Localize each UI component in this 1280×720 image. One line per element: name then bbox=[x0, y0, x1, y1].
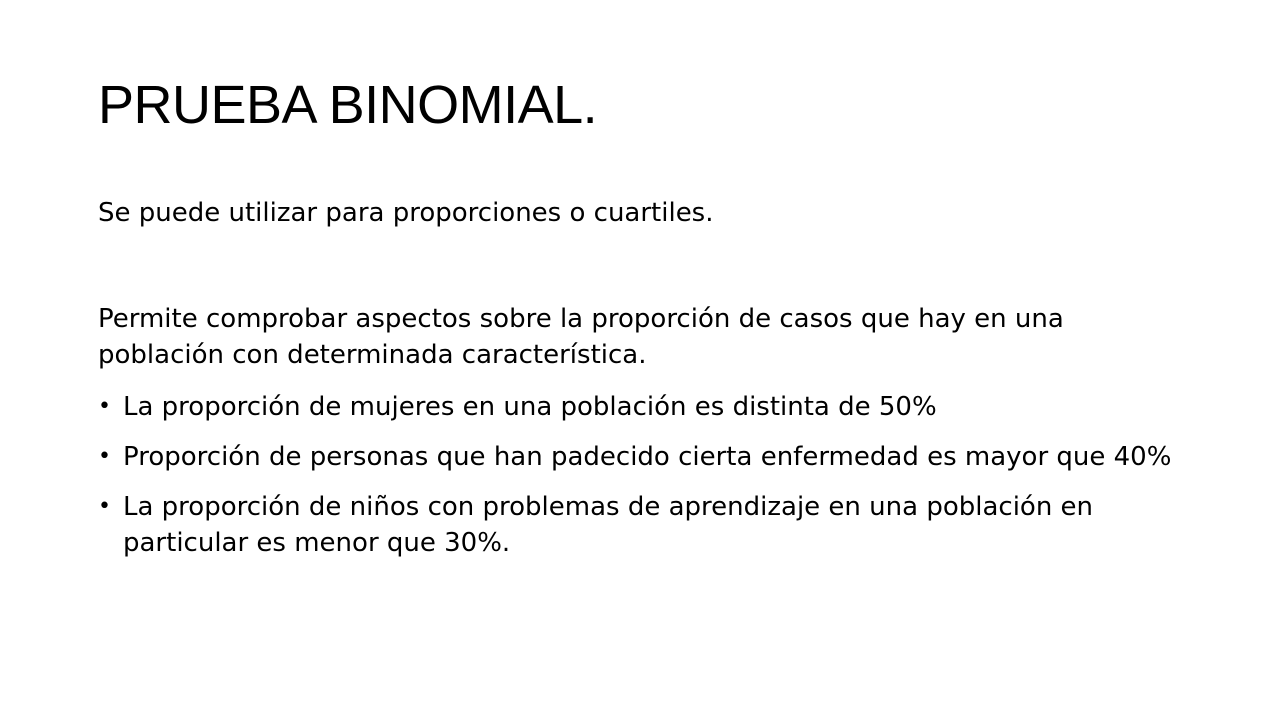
bullet-item bbox=[98, 439, 1178, 475]
intro-paragraph: Se puede utilizar para proporciones o cuartiles. bbox=[98, 198, 714, 228]
bullet-icon: • bbox=[98, 444, 111, 469]
slide-body bbox=[98, 195, 1178, 575]
bullet-text: Proporción de personas que han padecido cierta enfermedad es mayor que 40% bbox=[123, 442, 1172, 472]
bullet-icon: • bbox=[98, 394, 111, 419]
bullet-item bbox=[98, 489, 1178, 561]
bullet-item bbox=[98, 389, 1178, 425]
bullet-text: La proporción de niños con problemas de aprendizaje en una población en particular es menor que 30%. bbox=[123, 492, 1094, 558]
bullet-list bbox=[98, 389, 1178, 561]
bullet-icon: • bbox=[98, 494, 111, 519]
description-paragraph: Permite comprobar aspectos sobre la proporción de casos que hay en una población con determinada característica. bbox=[98, 304, 1064, 370]
bullet-text: La proporción de mujeres en una población es distinta de 50% bbox=[123, 392, 937, 422]
slide-title: PRUEBA BINOMIAL. bbox=[98, 75, 598, 135]
